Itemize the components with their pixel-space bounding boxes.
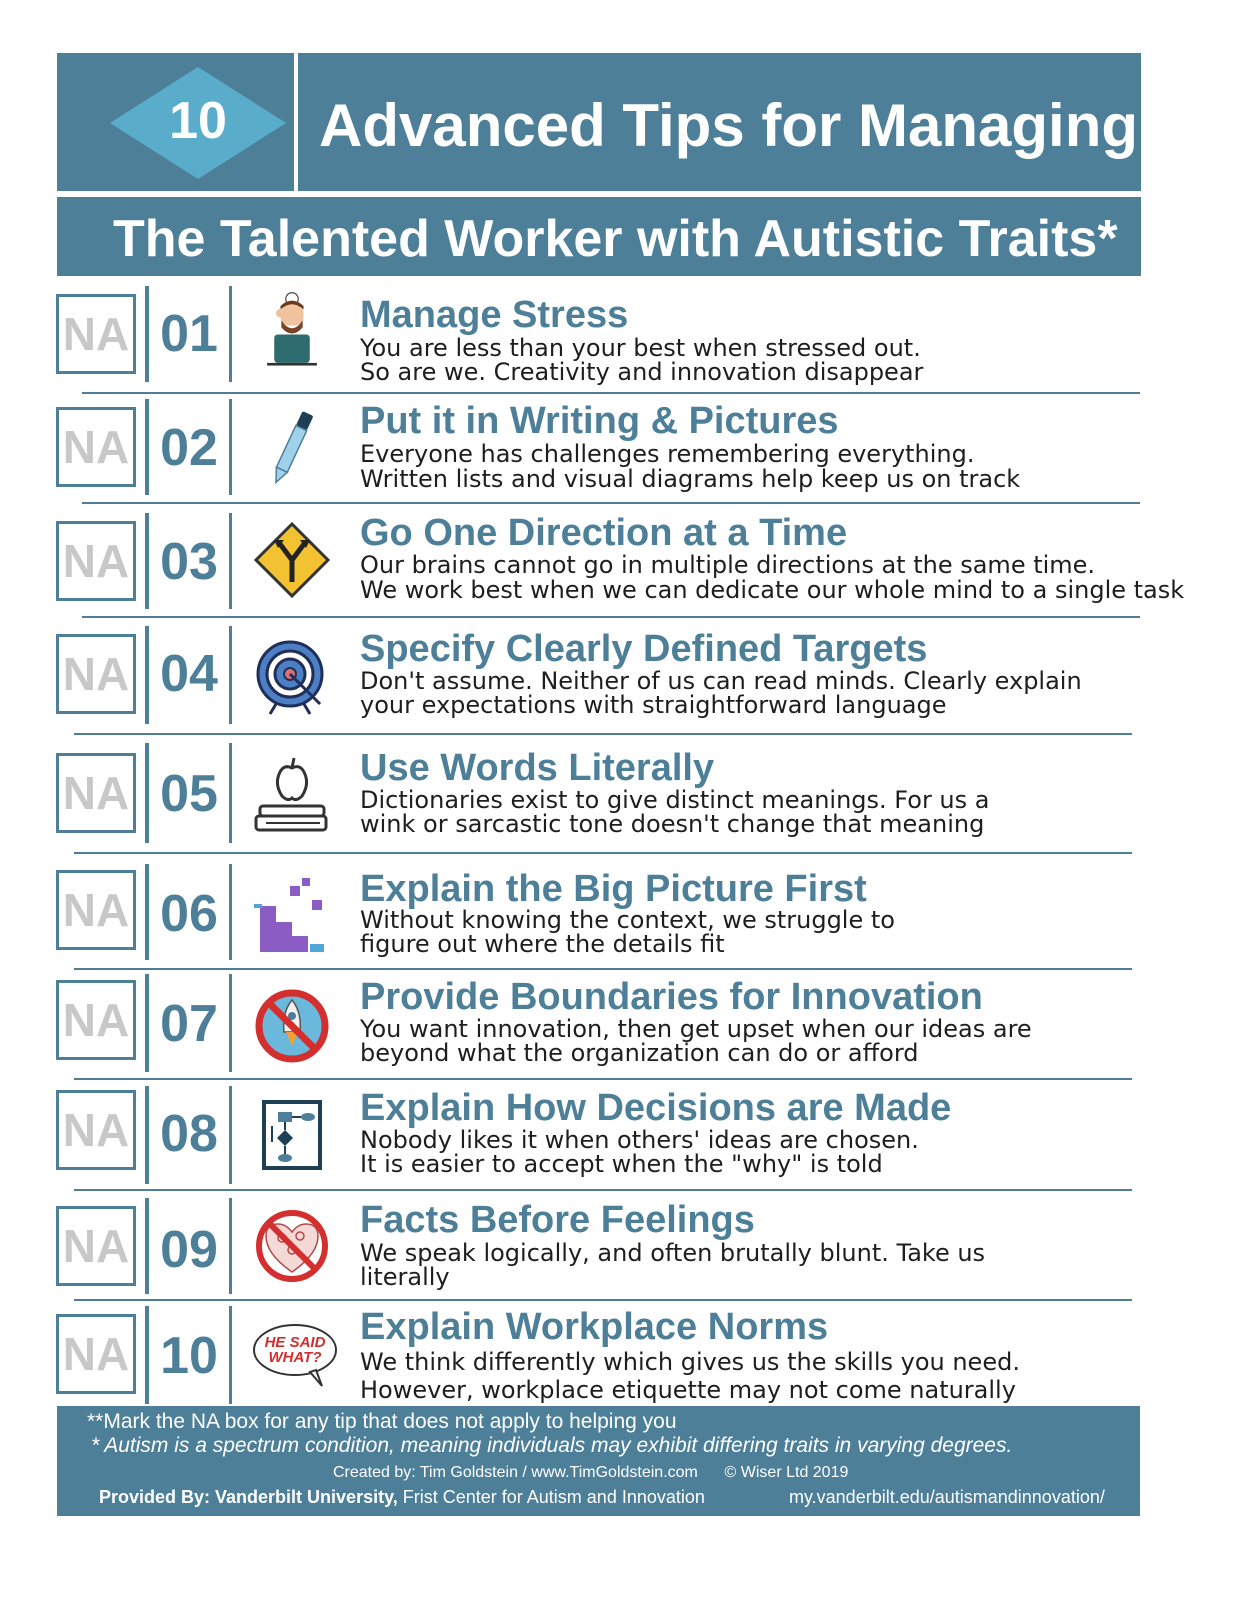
row-divider (74, 968, 1132, 970)
tip-title: Explain Workplace Norms (360, 1306, 829, 1348)
tip-text: figure out where the details fit (360, 930, 725, 958)
tip-text: We speak logically, and often brutally blunt. Take us (360, 1239, 986, 1267)
apple-on-book-icon (252, 754, 332, 834)
divider (229, 743, 232, 843)
speech-bubble-text (252, 1335, 338, 1365)
tip-number: 08 (160, 1105, 218, 1163)
header-number-panel (57, 53, 298, 191)
stressed-person-icon (252, 290, 332, 370)
divider (229, 626, 232, 724)
divider (229, 286, 232, 382)
subtitle-banner (57, 197, 1141, 276)
speech-bubble-icon (252, 1322, 338, 1388)
tip-title: Provide Boundaries for Innovation (360, 976, 983, 1018)
tip-title: Go One Direction at a Time (360, 512, 848, 554)
tip-number: 09 (160, 1221, 218, 1279)
tip-text: literally (360, 1263, 450, 1291)
no-heart-icon (252, 1206, 332, 1286)
footer-provider-bold: Provided By: Vanderbilt University, (99, 1487, 398, 1507)
divider (229, 1306, 232, 1404)
footer-note-autism: * Autism is a spectrum condition, meaning individuals may exhibit differing traits in varying degrees. (91, 1434, 1013, 1457)
row-divider (74, 733, 1132, 735)
tip-number: 07 (160, 995, 218, 1053)
flowchart-icon (252, 1096, 332, 1176)
divider (145, 974, 149, 1072)
divider (229, 1198, 232, 1294)
tip-text: Nobody likes it when others' ideas are chosen. (360, 1126, 919, 1154)
tip-text: You want innovation, then get upset when our ideas are (360, 1015, 1032, 1043)
pen-icon (252, 408, 332, 488)
footer-credits: Created by: Tim Goldstein / www.TimGoldstein.com © Wiser Ltd 2019 (333, 1464, 849, 1481)
tip-number: 10 (160, 1327, 218, 1385)
tip-title: Explain the Big Picture First (360, 868, 867, 910)
row-divider (82, 616, 1140, 618)
divider (145, 1086, 149, 1184)
tip-text: However, workplace etiquette may not come naturally (360, 1376, 1016, 1404)
tip-number: 01 (160, 305, 218, 363)
row-divider (82, 502, 1140, 504)
puzzle-steps-icon (252, 876, 332, 956)
na-checkbox[interactable]: NA (56, 521, 136, 601)
tip-text: Written lists and visual diagrams help keep us on track (360, 465, 1021, 493)
tip-title: Use Words Literally (360, 747, 715, 789)
tip-text: You are less than your best when stressed out. (360, 334, 921, 362)
tip-text: Dictionaries exist to give distinct meanings. For us a (360, 786, 990, 814)
divider (145, 1198, 149, 1294)
tip-text: wink or sarcastic tone doesn't change that meaning (360, 810, 985, 838)
row-divider (74, 1078, 1132, 1080)
tip-text: It is easier to accept when the "why" is told (360, 1150, 883, 1178)
tip-number: 02 (160, 419, 218, 477)
tip-number: 03 (160, 533, 218, 591)
speech-bubble-line: WHAT? (268, 1349, 322, 1366)
target-icon (252, 636, 332, 716)
divider (145, 626, 149, 724)
footer-note-na: **Mark the NA box for any tip that does not apply to helping you (87, 1410, 677, 1433)
page-subtitle: The Talented Worker with Autistic Traits* (113, 210, 1118, 268)
tip-title: Explain How Decisions are Made (360, 1087, 952, 1129)
divider (145, 1306, 149, 1404)
tip-text: So are we. Creativity and innovation disappear (360, 358, 924, 386)
divider (145, 864, 149, 960)
divider (229, 399, 232, 495)
tip-text: beyond what the organization can do or afford (360, 1039, 919, 1067)
row-divider (82, 392, 1140, 394)
header-number: 10 (169, 92, 227, 150)
footer-provider (99, 1487, 705, 1508)
fork-road-sign-icon (252, 520, 332, 600)
header-banner (57, 53, 1141, 191)
row-divider (74, 852, 1132, 854)
tip-title: Put it in Writing & Pictures (360, 400, 839, 442)
divider (145, 513, 149, 609)
tip-number: 05 (160, 765, 218, 823)
tip-text: We think differently which gives us the skills you need. (360, 1348, 1020, 1376)
divider (229, 974, 232, 1072)
na-checkbox[interactable]: NA (56, 1206, 136, 1286)
tip-title: Specify Clearly Defined Targets (360, 628, 928, 670)
tip-text: Everyone has challenges remembering everything. (360, 440, 975, 468)
row-divider (74, 1189, 1132, 1191)
tip-text: Our brains cannot go in multiple directions at the same time. (360, 551, 1096, 579)
tip-text: your expectations with straightforward language (360, 691, 947, 719)
tip-text: Don't assume. Neither of us can read minds. Clearly explain (360, 667, 1082, 695)
page-title: Advanced Tips for Managing (319, 92, 1138, 159)
tip-number: 06 (160, 885, 218, 943)
speech-bubble-line: HE SAID (264, 1334, 326, 1351)
na-checkbox[interactable]: NA (56, 980, 136, 1060)
divider (229, 513, 232, 609)
na-checkbox[interactable]: NA (56, 1090, 136, 1170)
divider (145, 399, 149, 495)
footer-provider-rest: Frist Center for Autism and Innovation (397, 1487, 705, 1507)
na-checkbox[interactable]: NA (56, 634, 136, 714)
na-checkbox[interactable]: NA (56, 870, 136, 950)
no-rocket-icon (252, 986, 332, 1066)
tip-text: Without knowing the context, we struggle to (360, 906, 895, 934)
divider (145, 286, 149, 382)
divider (229, 864, 232, 960)
na-checkbox[interactable]: NA (56, 294, 136, 374)
tip-number: 04 (160, 645, 218, 703)
na-checkbox[interactable]: NA (56, 753, 136, 833)
tip-text: We work best when we can dedicate our whole mind to a single task (360, 576, 1185, 604)
tip-title: Manage Stress (360, 294, 629, 336)
footer-banner (57, 1406, 1140, 1516)
footer-url[interactable]: my.vanderbilt.edu/autismandinnovation/ (789, 1487, 1105, 1507)
na-checkbox[interactable]: NA (56, 1314, 136, 1394)
row-divider (74, 1299, 1132, 1301)
na-checkbox[interactable]: NA (56, 407, 136, 487)
divider (229, 1086, 232, 1184)
divider (145, 743, 149, 843)
tip-title: Facts Before Feelings (360, 1199, 755, 1241)
